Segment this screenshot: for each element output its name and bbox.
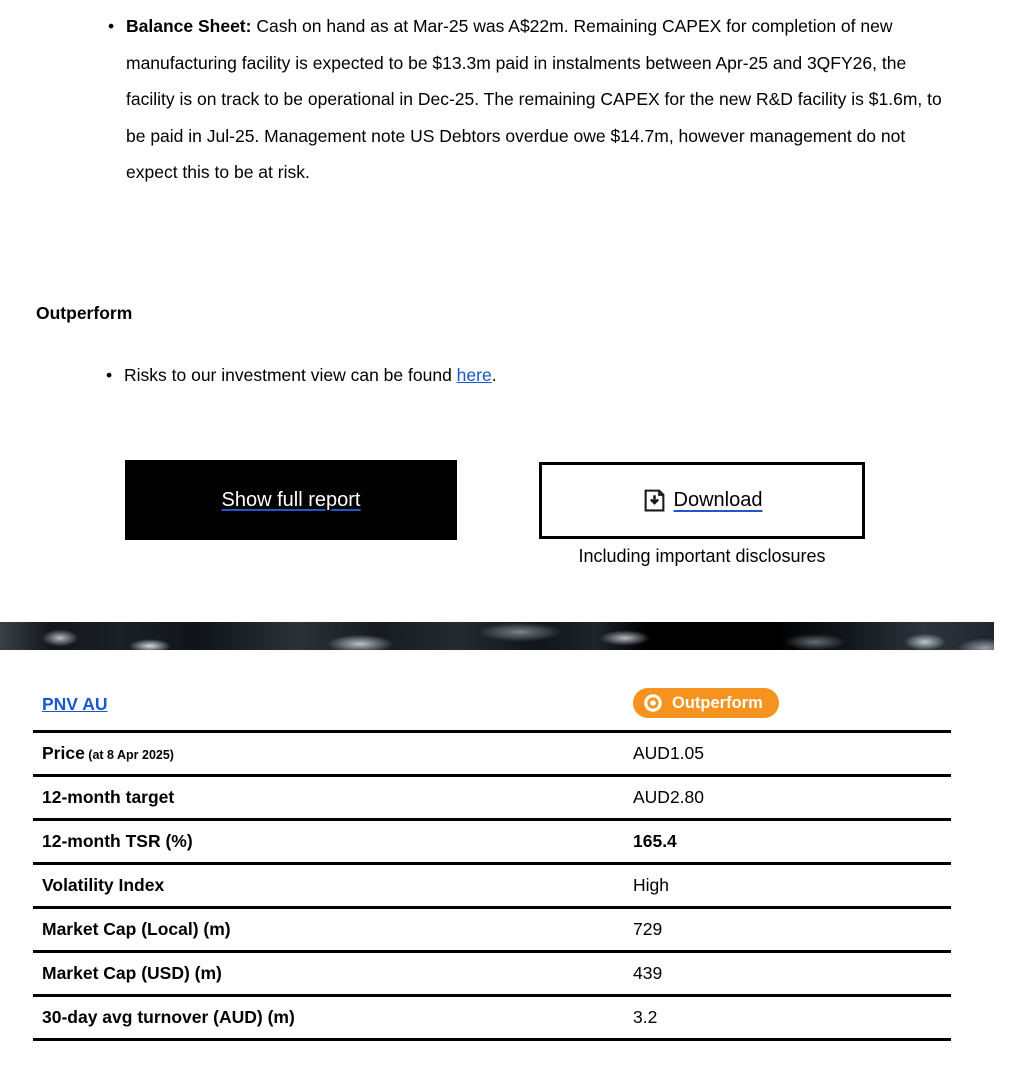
row-value: 439 xyxy=(633,963,663,983)
ticker-link[interactable]: PNV AU xyxy=(42,694,108,714)
row-label: Price (at 8 Apr 2025) xyxy=(42,743,174,763)
snapshot-table-rows xyxy=(33,733,951,1041)
row-value: AUD2.80 xyxy=(633,787,705,807)
balance-sheet-body: Cash on hand as at Mar-25 was A$22m. Remaining CAPEX for completion of new manufacturing facility is expected to be $13.3m paid in instalments between Apr-25 and 3QFY26, the facility is on track to be operational in Dec-25. The remaining CAPEX for the new R&D facility is $1.6m, to be paid in Jul-25. Management note US Debtors overdue owe $14.7m, however management do not expect this to be at risk. xyxy=(126,16,942,182)
row-label: 12-month target xyxy=(42,787,175,807)
risks-text-suffix: . xyxy=(491,365,497,385)
row-label: Volatility Index xyxy=(42,875,165,895)
risks-text-lead: Risks to our investment view can be found xyxy=(124,365,457,385)
table-row xyxy=(33,953,951,997)
rating-badge xyxy=(633,688,779,718)
row-label: Market Cap (Local) (m) xyxy=(42,919,231,939)
show-full-report-link[interactable]: Show full report xyxy=(221,488,361,511)
show-full-report-button[interactable] xyxy=(125,460,457,540)
table-row xyxy=(33,865,951,909)
banner-image xyxy=(0,622,994,650)
table-row xyxy=(33,733,951,777)
balance-sheet-text xyxy=(126,8,950,191)
row-value: 729 xyxy=(633,919,663,939)
row-label-note: (at 8 Apr 2025) xyxy=(84,748,174,762)
rating-heading: Outperform xyxy=(36,303,133,323)
risks-bullet xyxy=(106,357,806,394)
table-row xyxy=(33,997,951,1041)
bullet-marker: • xyxy=(106,365,113,385)
row-value: 165.4 xyxy=(633,831,677,851)
row-value: 3.2 xyxy=(633,1007,658,1027)
row-label: Market Cap (USD) (m) xyxy=(42,963,222,983)
rating-badge-label: Outperform xyxy=(672,693,763,712)
risks-text xyxy=(124,357,497,394)
snapshot-table xyxy=(33,686,951,1041)
table-row xyxy=(33,909,951,953)
bullet-marker: • xyxy=(108,16,115,36)
balance-sheet-lead: Balance Sheet: xyxy=(126,16,252,36)
table-row xyxy=(33,777,951,821)
row-label: 12-month TSR (%) xyxy=(42,831,193,851)
table-row xyxy=(33,821,951,865)
row-label: 30-day avg turnover (AUD) (m) xyxy=(42,1007,295,1027)
row-value: AUD1.05 xyxy=(633,743,705,763)
download-link[interactable]: Download xyxy=(673,489,763,511)
snapshot-table-header xyxy=(33,686,951,733)
download-button[interactable] xyxy=(539,462,865,539)
risks-here-link[interactable]: here xyxy=(456,365,492,385)
balance-sheet-bullet xyxy=(108,8,950,191)
disclosure-note: Including important disclosures xyxy=(578,546,826,566)
target-bullseye-icon xyxy=(642,692,664,714)
download-file-icon xyxy=(642,488,667,513)
row-value: High xyxy=(633,875,669,895)
